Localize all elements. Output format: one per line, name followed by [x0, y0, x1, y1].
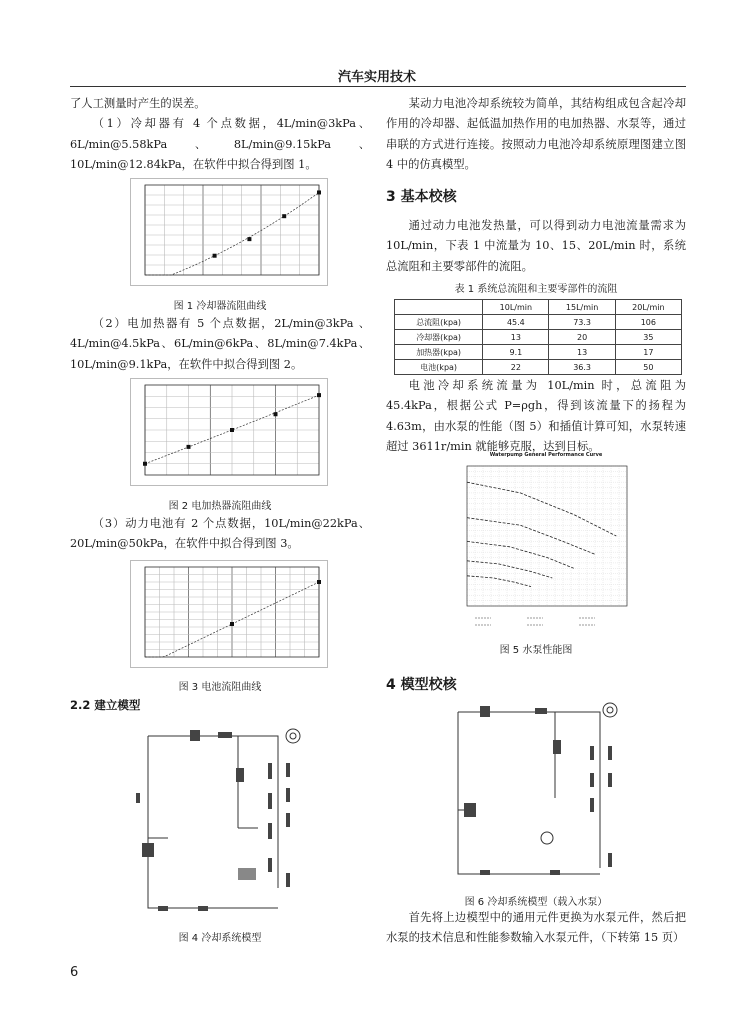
figure-1-chart [130, 178, 328, 286]
table-1 [394, 299, 682, 375]
data-point [230, 622, 234, 626]
data-point [317, 580, 321, 584]
paragraph: 电池冷却系统流量为 10L/min 时，总流阻为 45.4kPa，根据公式 P=ρgh，得到该流量下的扬程为 4.63m，由水泵的性能（图 5）和插值计算可知，水泵转速超过 3611r/min 就能够克服，达到目标。 [386, 379, 686, 454]
paragraph: 首先将上边模型中的通用元件更换为水泵元件，然后把水泵的技术信息和性能参数输入水泵元件，（下转第 15 页） [386, 911, 686, 945]
figure-2-caption: 图 2 电加热器流阻曲线 [168, 501, 272, 512]
figure-5-caption: 图 5 水泵性能图 [499, 645, 573, 656]
figure-1-caption: 图 1 冷却器流阻曲线 [173, 301, 267, 312]
table-cell: 15L/min [549, 300, 615, 315]
left-column-lower [70, 514, 370, 555]
paragraph: （3）动力电池有 2 个点数据，10L/min@22kPa、20L/min@50kPa，在软件中拟合得到图 3。 [70, 517, 370, 551]
paragraph: （2）电加热器有 5 个点数据，2L/min@3kPa 、4L/min@4.5kPa、6L/min@6kPa、8L/min@7.4kPa、10L/min@9.1kPa，在软件中拟合得到图 2。 [70, 317, 370, 371]
data-point [317, 393, 321, 397]
figure-4-model-diagram [128, 718, 318, 918]
table-row [395, 345, 682, 360]
data-point [143, 462, 147, 466]
table-cell: 106 [615, 315, 681, 330]
figure-4-caption: 图 4 冷却系统模型 [178, 933, 262, 944]
figure-6-model-diagram [450, 698, 640, 884]
table-cell: 45.4 [483, 315, 549, 330]
data-point [213, 254, 217, 258]
left-column-top [70, 94, 370, 176]
table-cell: 9.1 [483, 345, 549, 360]
series-line [467, 561, 552, 578]
data-point [230, 428, 234, 432]
table-header-row [395, 300, 682, 315]
right-column-pump [386, 376, 686, 458]
data-point [187, 445, 191, 449]
data-point [317, 190, 321, 194]
journal-header: 汽车实用技术 [337, 70, 416, 85]
table-cell: 22 [483, 360, 549, 375]
paragraph: 某动力电池冷却系统较为简单，其结构组成包含起冷却作用的冷却器、起低温加热作用的电加热器、水泵等，通过串联的方式进行连接。按照动力电池冷却系统原理图建立图 4 中的仿真模型。 [386, 97, 686, 172]
table-cell: 电池(kpa) [395, 360, 483, 375]
table-row [395, 315, 682, 330]
table-cell: 13 [549, 345, 615, 360]
header-rule [70, 86, 686, 87]
data-point [274, 412, 278, 416]
table-cell: 13 [483, 330, 549, 345]
figure-3-chart [130, 560, 328, 668]
table-cell: 50 [615, 360, 681, 375]
table-cell: 10L/min [483, 300, 549, 315]
right-column-sec3 [386, 216, 686, 277]
paragraph: 通过动力电池发热量，可以得到动力电池流量需求为 10L/min，下表 1 中流量为 10、15、20L/min 时，系统总流阻和主要零部件的流阻。 [386, 219, 686, 273]
table-cell: 20 [549, 330, 615, 345]
paragraph: （1）冷却器有 4 个点数据，4L/min@3kPa、6L/min@5.58kPa、8L/min@9.15kPa、10L/min@12.84kPa，在软件中拟合得到图 1。 [70, 117, 370, 172]
section-2-2-heading: 2.2 建立模型 [70, 698, 141, 712]
table-cell: 35 [615, 330, 681, 345]
table-1-caption: 表 1 系统总流阻和主要零部件的流阻 [454, 284, 618, 295]
page-number: 6 [70, 965, 79, 980]
right-column-bottom [386, 908, 686, 949]
figure-3-caption: 图 3 电池流阻曲线 [178, 682, 262, 693]
table-row [395, 330, 682, 345]
plot-frame [145, 185, 319, 275]
paragraph: 了人工测量时产生的误差。 [70, 97, 206, 110]
table-cell: 17 [615, 345, 681, 360]
section-4-heading: 4 模型校核 [386, 677, 457, 693]
data-point [282, 214, 286, 218]
table-cell: 20L/min [615, 300, 681, 315]
data-point [247, 237, 251, 241]
figure-6-caption: 图 6 冷却系统模型（载入水泵） [464, 897, 608, 908]
table-cell: 36.3 [549, 360, 615, 375]
figure-5-title: Waterpump General Performance Curve [489, 452, 603, 458]
table-cell: 加热器(kpa) [395, 345, 483, 360]
table-cell: 冷却器(kpa) [395, 330, 483, 345]
table-row [395, 360, 682, 375]
left-column-mid [70, 314, 370, 375]
figure-2-chart [130, 378, 328, 486]
table-cell [395, 300, 483, 315]
section-3-heading: 3 基本校核 [386, 189, 457, 205]
table-cell: 73.3 [549, 315, 615, 330]
table-cell: 总流阻(kpa) [395, 315, 483, 330]
figure-5-pump-chart [455, 462, 635, 632]
right-column-top [386, 94, 686, 176]
